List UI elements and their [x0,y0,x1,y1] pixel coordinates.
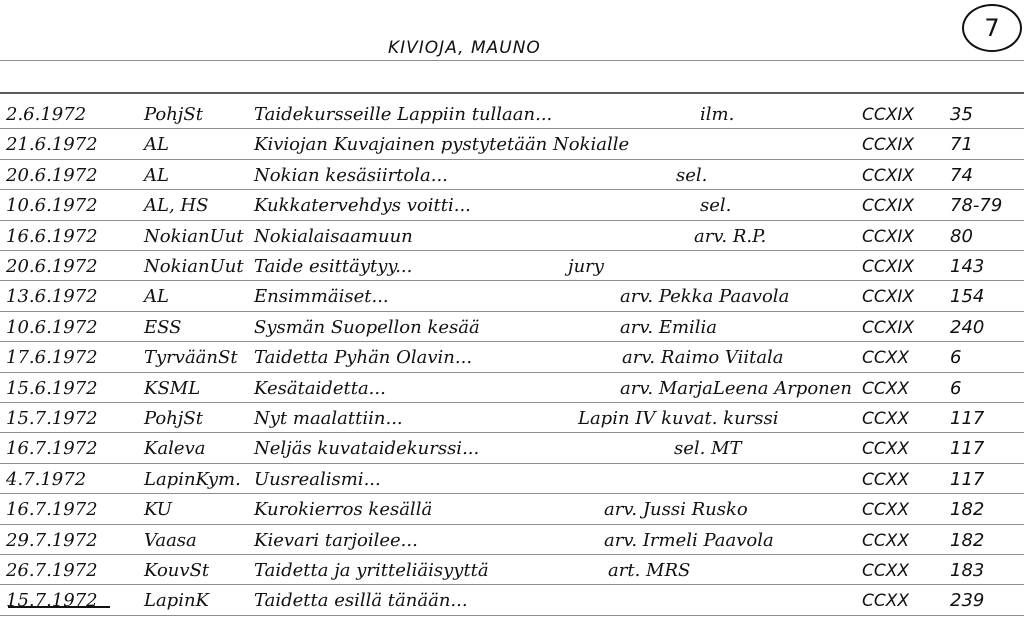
entry-page: 182 [950,529,985,551]
entry-volume: CCXX [862,591,910,612]
row-rule [0,463,1024,464]
entry-volume: CCXX [862,378,910,399]
entry-source: AL [144,164,169,186]
entry-page: 183 [950,560,985,581]
entry-volume: CCXX [862,469,910,490]
entry-page: 80 [950,225,973,247]
entry-page: 74 [950,164,973,186]
entry-source: ESS [144,316,182,338]
row-rule [0,524,1024,525]
entry-date: 20.6.1972 [6,256,98,277]
entry-date: 29.7.1972 [6,529,98,551]
entry-volume: CCXX [862,561,910,581]
entry-date: 10.6.1972 [6,195,98,217]
entry-note: arv. Pekka Paavola [620,286,790,308]
entry-volume: CCXIX [862,135,915,156]
entry-note: arv. Jussi Rusko [604,499,748,521]
entry-note: jury [568,256,604,277]
entry-date: 2.6.1972 [6,104,87,125]
entry-title: Nyt maalattiin... [254,408,403,429]
entry-page: 240 [950,316,985,338]
entry-date: 4.7.1972 [6,468,87,490]
entry-volume: CCXIX [862,226,915,247]
entry-title: Kurokierros kesällä [254,499,433,521]
entry-source: TyrväänSt [144,347,238,369]
entry-date: 16.7.1972 [6,438,98,460]
entry-note: arv. R.P. [694,225,767,247]
entry-source: AL, HS [144,195,209,217]
row-rule [0,250,1024,251]
entry-note: sel. MT [674,438,742,460]
entry-source: LapinK [144,590,210,612]
entry-volume: CCXX [862,530,910,551]
row-rule [0,280,1024,281]
entry-title: Nokialaisaamuun [254,225,413,247]
entry-source: NokianUut [144,225,244,247]
row-rule [0,220,1024,221]
row-rule [0,128,1024,129]
row-rule [0,432,1024,433]
row-rule [0,554,1024,555]
top-rule [0,60,1024,61]
entry-volume: CCXIX [862,105,915,125]
entry-title: Uusrealismi... [254,468,381,490]
row-rule [0,341,1024,342]
entry-date: 16.6.1972 [6,225,98,247]
entry-date: 26.7.1972 [6,560,98,581]
entry-source: LapinKym. [144,468,241,490]
entry-title: Nokian kesäsiirtola... [254,164,448,186]
entry-source: KouvSt [144,560,210,581]
entry-note: Lapin IV kuvat. kurssi [578,408,779,429]
entry-source: KU [144,499,172,521]
entry-page: 117 [950,468,985,490]
entry-date: 13.6.1972 [6,286,98,308]
entry-note: arv. Raimo Viitala [622,347,784,369]
entry-title: Taidetta Pyhän Olavin... [254,347,473,369]
entry-note: sel. [676,164,708,186]
entry-date: 20.6.1972 [6,164,98,186]
entry-title: Ensimmäiset... [254,286,389,308]
row-rule [0,402,1024,403]
entry-source: NokianUut [144,256,244,277]
entry-page: 117 [950,408,985,429]
entry-title: Neljäs kuvataidekurssi... [254,438,480,460]
entry-source: KSML [144,377,201,399]
entry-source: PohjSt [144,104,203,125]
entry-page: 35 [950,104,973,125]
card-number: 7 [962,4,1022,52]
entry-note: ilm. [700,104,735,125]
entry-volume: CCXX [862,439,910,460]
entry-date: 15.7.1972 [6,590,98,612]
entry-volume: CCXX [862,348,910,369]
entry-volume: CCXIX [862,196,915,217]
entry-page: 154 [950,286,985,308]
entry-source: Vaasa [144,529,197,551]
entry-page: 6 [950,347,962,369]
row-rule [0,493,1024,494]
entry-page: 117 [950,438,985,460]
entry-source: Kaleva [144,438,206,460]
entry-date: 17.6.1972 [6,347,98,369]
entry-page: 143 [950,256,985,277]
entry-source: AL [144,134,169,156]
entry-title: Kesätaidetta... [254,377,386,399]
entry-note: art. MRS [608,560,691,581]
entry-volume: CCXX [862,409,910,429]
entry-page: 71 [950,134,973,156]
entry-note: sel. [700,195,732,217]
row-rule [0,189,1024,190]
entry-volume: CCXX [862,500,910,521]
entry-title: Taidetta esillä tänään... [254,590,468,612]
row-rule [0,584,1024,585]
entry-page: 182 [950,499,985,521]
entry-title: Taidetta ja yritteliäisyyttä [254,560,489,581]
entry-page: 239 [950,590,985,612]
entry-title: Sysmän Suopellon kesää [254,316,480,338]
row-rule [0,615,1024,616]
entry-volume: CCXIX [862,287,915,308]
entry-title: Taidekursseille Lappiin tullaan... [254,104,553,125]
header-rule [0,92,1024,94]
entry-volume: CCXIX [862,257,915,277]
entry-date: 15.7.1972 [6,408,98,429]
card-name: KIVIOJA, MAUNO [388,38,541,58]
entry-title: Kievari tarjoilee... [254,529,418,551]
entry-page: 78-79 [950,195,1003,217]
entry-page: 6 [950,377,962,399]
entry-title: Taide esittäytyy... [254,256,413,277]
entry-title: Kiviojan Kuvajainen pystytetään Nokialle [254,134,630,156]
entry-source: AL [144,286,169,308]
entry-date: 10.6.1972 [6,316,98,338]
entry-note: arv. MarjaLeena Arponen [620,377,852,399]
entry-title: Kukkatervehdys voitti... [254,195,471,217]
entry-source: PohjSt [144,408,203,429]
entry-date: 15.6.1972 [6,377,98,399]
entry-volume: CCXIX [862,317,915,338]
row-rule [0,159,1024,160]
entry-date: 16.7.1972 [6,499,98,521]
entry-note: arv. Emilia [620,316,718,338]
row-rule [0,311,1024,312]
row-rule [0,372,1024,373]
entry-volume: CCXIX [862,165,915,186]
entry-date: 21.6.1972 [6,134,98,156]
entry-note: arv. Irmeli Paavola [604,529,774,551]
